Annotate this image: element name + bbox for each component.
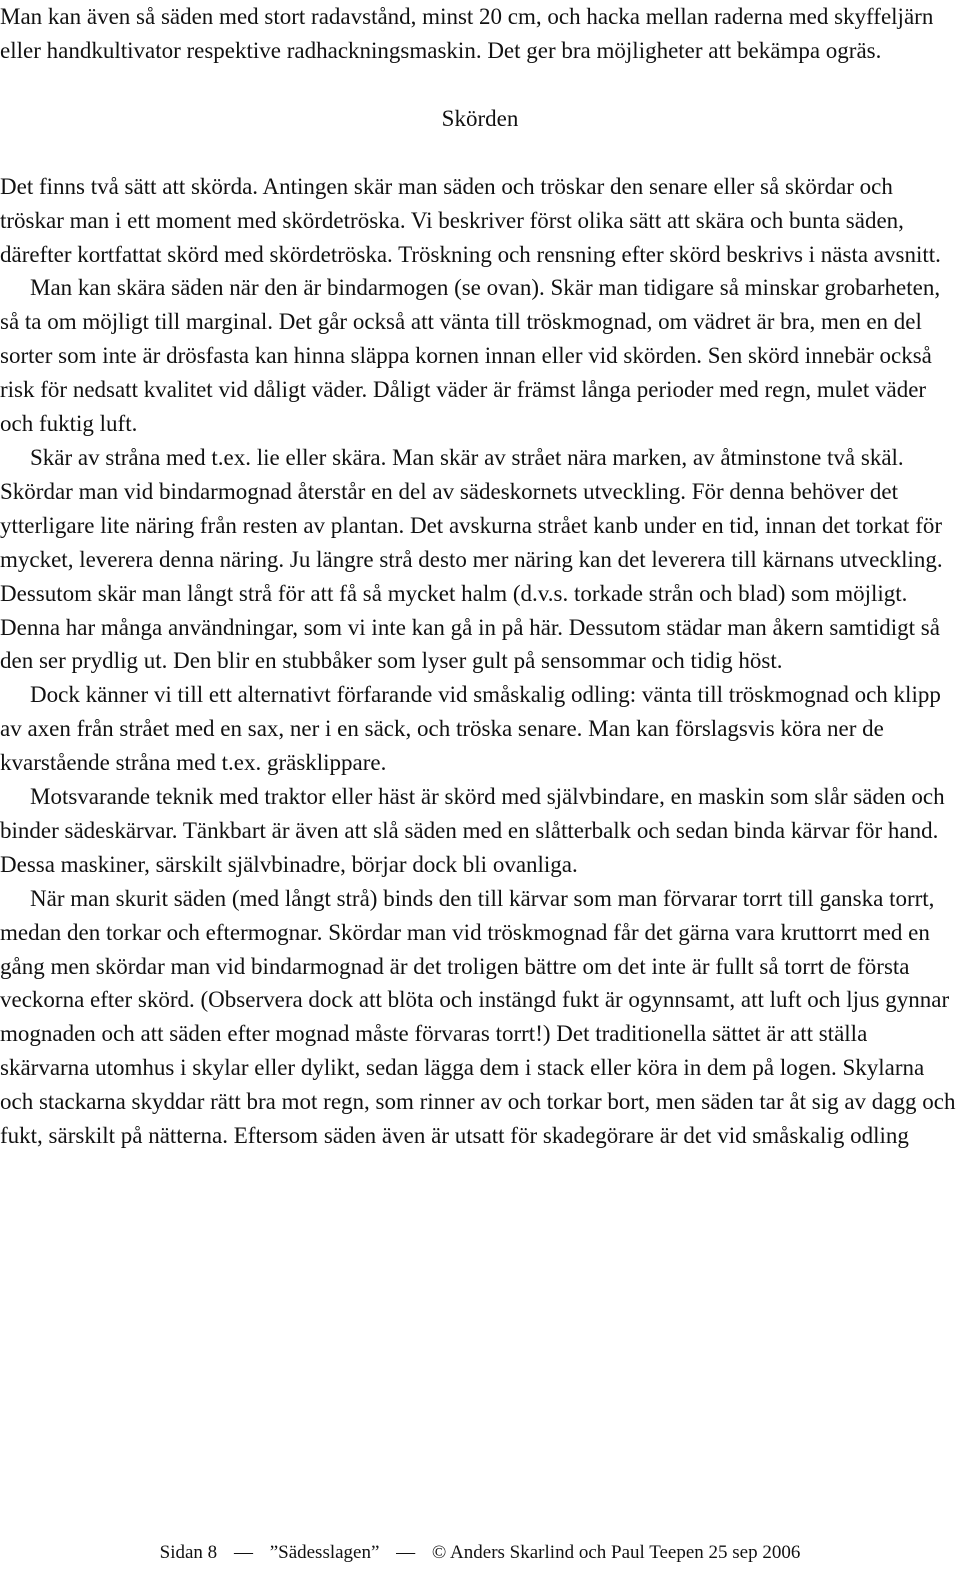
paragraph: Motsvarande teknik med traktor eller häst är skörd med självbindare, en maskin som slår säden och binder sädeskärvar. Tänkbart är även att slå säden med en slåtterbalk och sedan binda kärvar för hand. Dessa maskiner, särskilt självbinadre, börjar dock bli ovanliga. bbox=[0, 784, 945, 877]
page-number: Sidan 8 bbox=[159, 1542, 218, 1563]
paragraph: Skär av stråna med t.ex. lie eller skära. Man skär av strået nära marken, av åtminstone två skäl. Skördar man vid bindarmognad återstår en del av sädeskornets utveckling. För denna behöver det ytterligare lite näring från resten av plantan. Det avskurna strået kanb under en tid, innan det torkat för mycket, leverera denna näring. Ju längre strå desto mer näring kan det leverera till kärnans utveckling. Dessutom skär man långt strå för att få så mycket halm (d.v.s. torkade strån och blad) som möjligt. Denna har många användningar, som vi inte kan gå in på här. Dessutom städar man åkern samtidigt så den ser prydlig ut. Den blir en stubbåker som lyser gult på sensommar och tidig höst. bbox=[0, 444, 943, 674]
spacer bbox=[0, 68, 960, 102]
page-footer bbox=[0, 1540, 960, 1566]
spacer bbox=[0, 136, 960, 170]
paragraph: Det finns två sätt att skörda. Antingen skär man säden och tröskar den senare eller så skördar och tröskar man i ett moment med skördetröska. Vi beskriver först olika sätt att skära och bunta säden, därefter kortfattat skörd med skördetröska. Tröskning och rensning efter skörd beskrivs i nästa avsnitt. bbox=[0, 173, 941, 267]
copyright-notice: © Anders Skarlind och Paul Teepen 25 sep 2006 bbox=[431, 1542, 801, 1563]
document-title: ”Sädesslagen” bbox=[269, 1542, 380, 1563]
section-heading: Skörden bbox=[441, 105, 519, 131]
paragraph: Man kan skära säden när den är bindarmogen (se ovan). Skär man tidigare så minskar grobarheten, så ta om möjligt till marginal. Det går också att vänta till tröskmognad, om vädret är bra, men en del sorter som inte är drösfasta kan hinna släppa kornen innan eller vid skörden. Sen skörd innebär också risk för nedsatt kvalitet vid dåligt väder. Dåligt väder är främst långa perioder med regn, mulet väder och fuktig luft. bbox=[0, 275, 941, 437]
footer-separator: — bbox=[396, 1542, 416, 1563]
paragraph: Dock känner vi till ett alternativt förfarande vid småskalig odling: vänta till tröskmognad och klipp av axen från strået med en sax, ner i en säck, och tröska senare. Man kan förslagsvis köra ner de kvarstående stråna med t.ex. gräsklippare. bbox=[0, 682, 941, 776]
intro-paragraph: Man kan även så säden med stort radavstånd, minst 20 cm, och hacka mellan raderna med skyffeljärn eller handkultivator respektive radhackningsmaskin. Det ger bra möjligheter att bekämpa ogräs. bbox=[0, 4, 934, 63]
paragraph: När man skurit säden (med långt strå) binds den till kärvar som man förvarar torrt till ganska torrt, medan den torkar och eftermognar. Skördar man vid tröskmognad får det gärna vara kruttorrt med en gång men skördar man vid bindarmognad är det troligen bättre om det inte är fullt så torrt de första veckorna efter skörd. (Observera dock att blöta och instängd fukt är ogynnsamt, att luft och ljus gynnar mognaden och att säden efter mognad måste förvaras torrt!) Det traditionella sättet är att ställa skärvarna utomhus i skylar eller dylikt, sedan lägga dem i stack eller köra in dem på logen. Skylarna och stackarna skyddar rätt bra mot regn, som rinner av och torkar bort, men säden tar åt sig av dagg och fukt, särskilt på nätterna. Eftersom säden även är utsatt för skadegörare är det vid småskalig odling bbox=[0, 885, 956, 1149]
footer-separator: — bbox=[233, 1542, 253, 1563]
